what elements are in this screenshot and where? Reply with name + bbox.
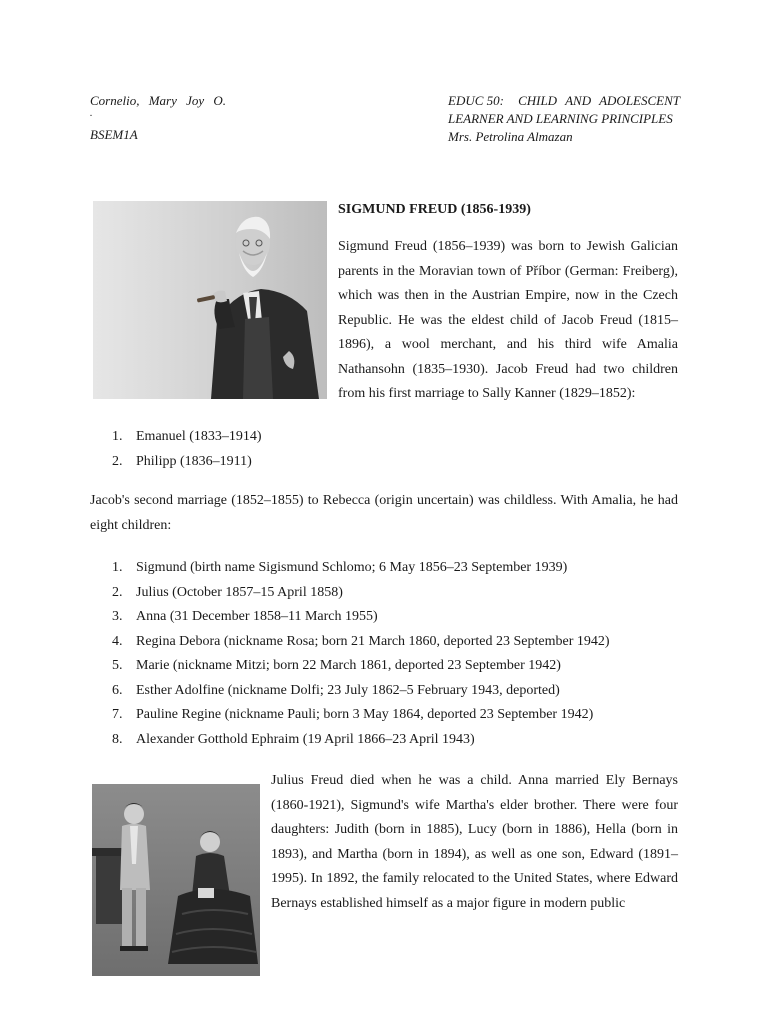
freud-portrait-photo [93, 201, 327, 399]
list-item: 8. Alexander Gotthold Ephraim (19 April 1866–23 April 1943) [112, 731, 475, 747]
course-title-line1: CHILD AND ADOLESCENT [518, 93, 680, 108]
student-name: Cornelio, Mary Joy O. [90, 93, 227, 108]
later-history-paragraph: Julius Freud died when he was a child. Anna married Ely Bernays (1860-1921), Sigmund's wife Martha's elder brother. There were four daughters: Judith (born in 1885), Lucy (born in 1886), Hella (born in 1893), and Martha (born in 1894), as well as one son, Edward (1891–1995). In 1892, the family relocated to the United States, where Edward Bernays established himself as a major figure in modern public [271, 773, 678, 911]
list-item: 1. Sigmund (birth name Sigismund Schlomo; 6 May 1856–23 September 1939) [112, 560, 568, 575]
list-item: 2. Julius (October 1857–15 April 1858) [112, 584, 343, 600]
list-item: 4. Regina Debora (nickname Rosa; born 21 March 1860, deported 23 September 1942) [112, 633, 610, 649]
family-photo [92, 784, 260, 976]
header-dot: . [90, 108, 93, 119]
list-item: 5. Marie (nickname Mitzi; born 22 March 1861, deported 23 September 1942) [112, 658, 561, 673]
second-marriage-paragraph: Jacob's second marriage (1852–1855) to Rebecca (origin uncertain) was childless. With Amalia, he had eight children: [90, 493, 678, 533]
student-section: BSEM1A [90, 127, 138, 142]
list-item: 6. Esther Adolfine (nickname Dolfi; 23 July 1862–5 February 1943, deported) [112, 682, 560, 698]
course-code: EDUC 50: [448, 93, 504, 108]
instructor-name: Mrs. Petrolina Almazan [448, 129, 573, 144]
course-block [448, 92, 680, 146]
intro-paragraph: Sigmund Freud (1856–1939) was born to Jewish Galician parents in the Moravian town of Příbor (German: Freiberg), which was then in the Austrian Empire, now in the Czech Republic. He was the eldest child of Jacob Freud (1815–1896), a wool merchant, and his third wife Amalia Nathansohn (1835–1930). Jacob Freud had two children from his first marriage to Sally Kanner (1829–1852): [338, 239, 678, 401]
amalia-children-list [112, 556, 610, 752]
course-heading-line [448, 92, 680, 110]
list-item: 1. Emanuel (1833–1914) [112, 429, 262, 444]
course-title-line2: LEARNER AND LEARNING PRINCIPLES [448, 111, 673, 126]
first-marriage-children-list [112, 425, 262, 474]
list-item: 7. Pauline Regine (nickname Pauli; born 3 May 1864, deported 23 September 1942) [112, 707, 594, 722]
list-item: 2. Philipp (1836–1911) [112, 453, 252, 469]
article-title: SIGMUND FREUD (1856-1939) [338, 202, 531, 217]
list-item: 3. Anna (31 December 1858–11 March 1955) [112, 609, 378, 624]
